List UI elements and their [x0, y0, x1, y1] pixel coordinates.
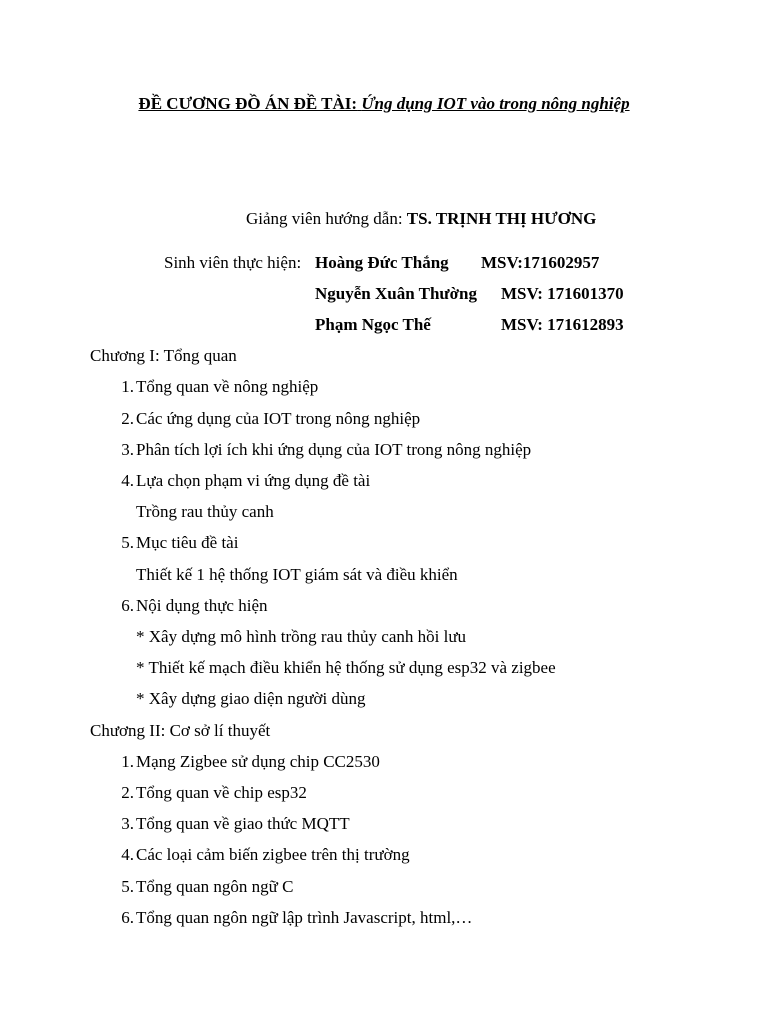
chapter-2-heading: Chương II: Cơ sở lí thuyết: [90, 721, 271, 740]
list-item-text: Tổng quan về nông nghiệp: [136, 377, 319, 396]
list-item-number: 4.: [121, 845, 134, 864]
list-item-text: Các loại cảm biến zigbee trên thị trường: [136, 845, 410, 864]
list-item-number: 3.: [121, 440, 134, 459]
list-item-number: 5.: [121, 877, 134, 896]
student-name: Hoàng Đức Thắng: [315, 253, 449, 272]
student-msv: MSV:171602957: [481, 253, 600, 272]
list-item-subtext: Thiết kế 1 hệ thống IOT giám sát và điều khiển: [136, 565, 458, 584]
title-prefix: ĐỀ CƯƠNG ĐỒ ÁN ĐỀ TÀI:: [138, 94, 358, 113]
list-item-number: 1.: [121, 752, 134, 771]
list-item-text: Mạng Zigbee sử dụng chip CC2530: [136, 752, 380, 771]
advisor-line: [246, 209, 596, 229]
list-item-number: 5.: [121, 533, 134, 552]
list-item-number: 2.: [121, 409, 134, 428]
advisor-label: Giảng viên hướng dẫn:: [246, 209, 403, 228]
student-msv: MSV: 171601370: [501, 284, 624, 303]
list-item-text: Mục tiêu đề tài: [136, 533, 239, 552]
list-item-number: 6.: [121, 908, 134, 927]
list-item-subtext: * Xây dựng giao diện người dùng: [136, 689, 366, 708]
list-item-text: Tổng quan về giao thức MQTT: [136, 814, 350, 833]
chapter-1-heading: Chương I: Tổng quan: [90, 346, 237, 365]
list-item-text: Phân tích lợi ích khi ứng dụng của IOT trong nông nghiệp: [136, 440, 532, 459]
list-item-subtext: Trồng rau thủy canh: [136, 502, 274, 521]
list-item-text: Nội dụng thực hiện: [136, 596, 268, 615]
students-label: Sinh viên thực hiện:: [164, 253, 302, 272]
list-item-subtext: * Xây dựng mô hình trồng rau thủy canh hồi lưu: [136, 627, 467, 646]
list-item-text: Các ứng dụng của IOT trong nông nghiệp: [136, 409, 421, 428]
list-item-text: Tổng quan về chip esp32: [136, 783, 307, 802]
list-item-text: Tổng quan ngôn ngữ lập trình Javascript, html,…: [136, 908, 473, 927]
student-msv: MSV: 171612893: [501, 315, 624, 334]
list-item-number: 3.: [121, 814, 134, 833]
list-item-text: Lựa chọn phạm vi ứng dụng đề tài: [136, 471, 371, 490]
title-topic: Ứng dụng IOT vào trong nông nghiệp: [361, 94, 630, 113]
student-name: Nguyễn Xuân Thường: [315, 284, 477, 303]
list-item-number: 4.: [121, 471, 134, 490]
student-name: Phạm Ngọc Thế: [315, 315, 431, 334]
list-item-subtext: * Thiết kế mạch điều khiển hệ thống sử dụng esp32 và zigbee: [136, 658, 556, 677]
document-title: [0, 94, 768, 114]
list-item-text: Tổng quan ngôn ngữ C: [136, 877, 294, 896]
list-item-number: 6.: [121, 596, 134, 615]
advisor-name: TS. TRỊNH THỊ HƯƠNG: [406, 209, 597, 228]
list-item-number: 2.: [121, 783, 134, 802]
list-item-number: 1.: [121, 377, 134, 396]
